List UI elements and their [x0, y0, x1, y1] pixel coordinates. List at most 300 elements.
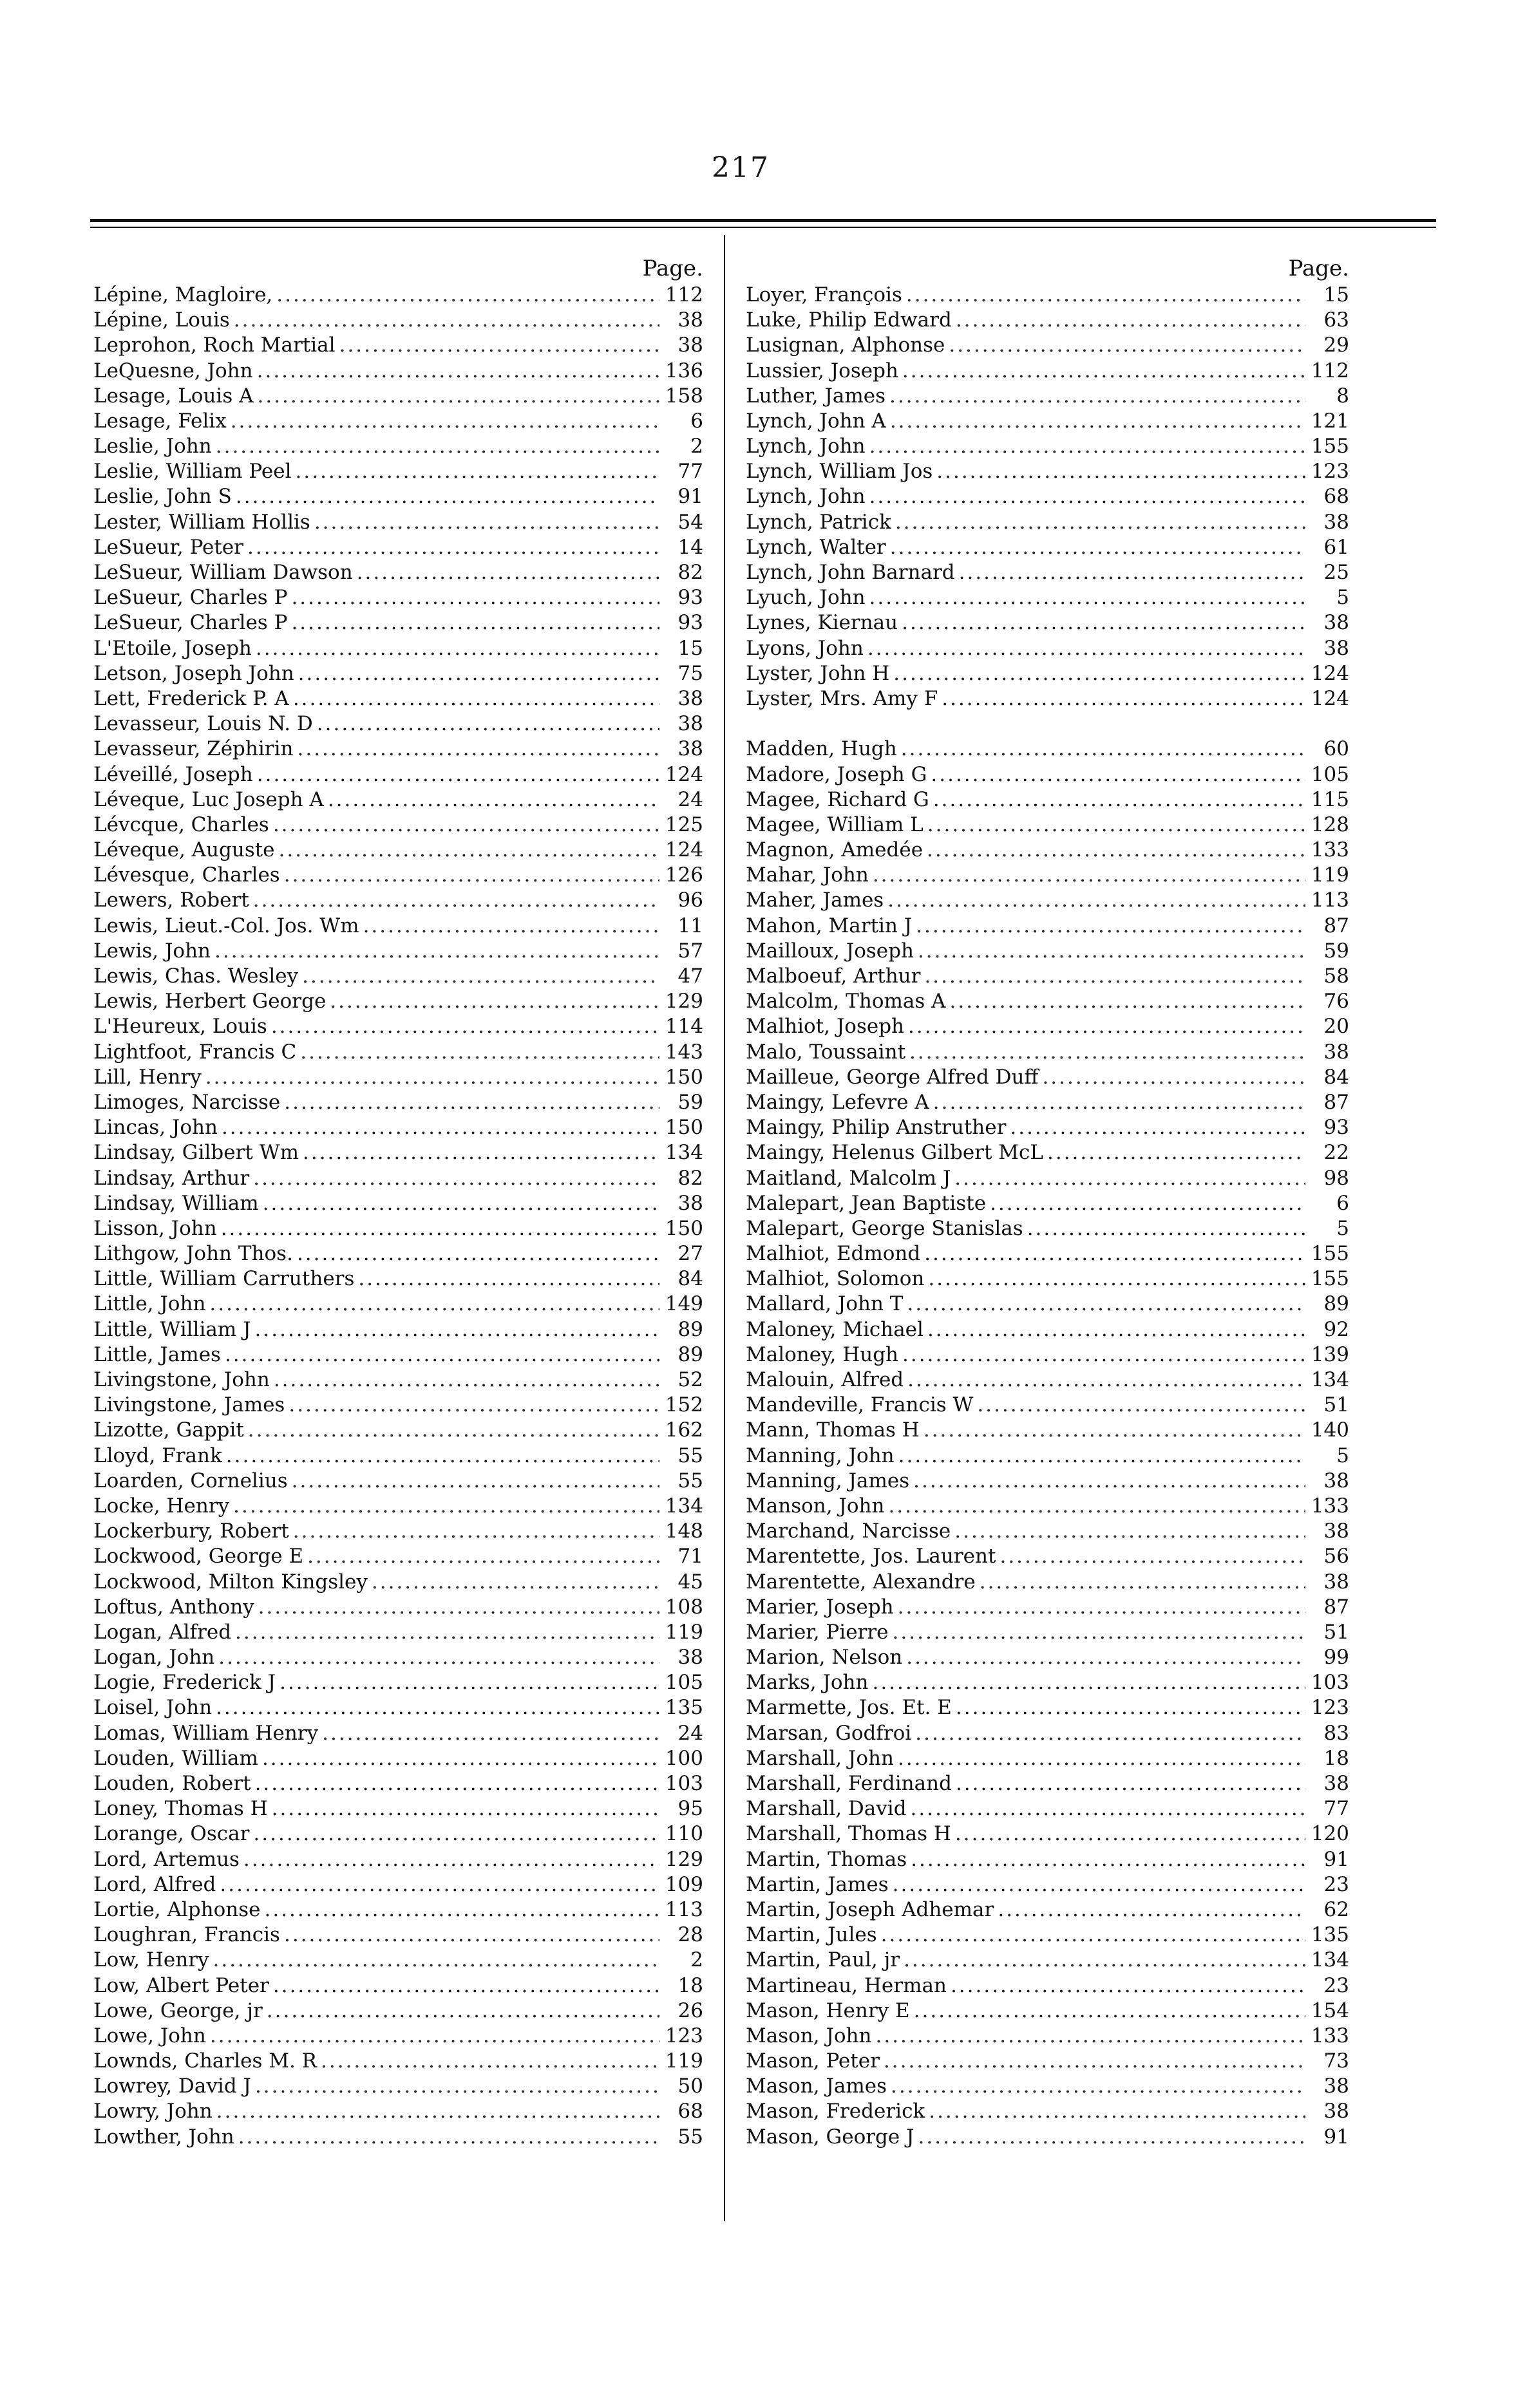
index-entry	[93, 838, 703, 863]
entry-name: Marshall, Thomas H	[746, 1822, 951, 1846]
entry-name: Maingy, Philip Anstruther	[746, 1116, 1007, 1140]
dot-leader	[1010, 1115, 1305, 1140]
entry-name: Malo, Toussaint	[746, 1040, 906, 1064]
entry-page: 38	[677, 308, 703, 332]
index-entry	[93, 964, 703, 989]
dot-leader	[908, 1014, 1305, 1039]
entry-name: Lesage, Louis A	[93, 384, 254, 408]
entry-page: 14	[677, 535, 703, 559]
index-entry	[746, 1544, 1349, 1569]
index-entry	[93, 560, 703, 585]
entry-name: Lill, Henry	[93, 1065, 202, 1089]
dot-leader	[893, 661, 1305, 686]
entry-name: Lévcque, Charles	[93, 813, 269, 836]
dot-leader	[924, 1418, 1305, 1443]
dot-leader	[1047, 1140, 1305, 1165]
index-entry	[93, 459, 703, 484]
entry-name: Lincas, John	[93, 1116, 218, 1140]
entry-page: 24	[677, 787, 703, 811]
dot-leader	[339, 333, 659, 358]
dot-leader	[990, 1191, 1305, 1216]
entry-page: 133	[1311, 1494, 1349, 1518]
entry-name: Martin, James	[746, 1872, 889, 1896]
entry-page: 154	[1311, 1999, 1349, 2022]
entry-name: Lindsay, Arthur	[93, 1166, 250, 1190]
entry-name: Malhiot, Solomon	[746, 1267, 925, 1291]
entry-name: Lindsay, William	[93, 1191, 259, 1215]
dot-leader	[1042, 1065, 1305, 1090]
index-entry	[93, 1014, 703, 1039]
entry-page: 2	[690, 435, 703, 458]
entry-page: 47	[677, 964, 703, 988]
index-entry	[93, 585, 703, 610]
entry-page: 119	[1311, 863, 1349, 887]
entry-page: 92	[1323, 1317, 1349, 1341]
entry-name: Marion, Nelson	[746, 1646, 903, 1670]
entry-name: Lowe, George, jr	[93, 1999, 263, 2022]
entry-page: 55	[677, 1444, 703, 1467]
entry-page: 84	[1323, 1065, 1349, 1089]
entry-name: Malouin, Alfred	[746, 1368, 904, 1392]
entry-page: 5	[1336, 1216, 1349, 1240]
entry-name: Lynch, William Jos	[746, 460, 933, 484]
entry-page: 11	[677, 914, 703, 937]
index-entry	[746, 434, 1349, 459]
index-entry	[746, 1393, 1349, 1418]
index-entry	[93, 1948, 703, 1973]
dot-leader	[214, 939, 659, 964]
right-entry-list-m	[746, 737, 1349, 2150]
entry-name: Leslie, John	[93, 435, 212, 458]
dot-leader	[257, 762, 659, 787]
entry-page: 134	[665, 1141, 703, 1165]
dot-leader	[906, 283, 1305, 308]
dot-leader	[954, 1166, 1305, 1191]
header-rule-thin	[90, 227, 1436, 228]
index-entry	[93, 1393, 703, 1418]
index-entry	[746, 964, 1349, 989]
index-entry	[93, 1897, 703, 1923]
index-entry	[746, 384, 1349, 409]
dot-leader	[924, 1241, 1305, 1266]
entry-page: 103	[665, 1772, 703, 1796]
section-gap	[746, 711, 1349, 737]
entry-page: 38	[1323, 1570, 1349, 1594]
index-entry	[93, 485, 703, 510]
dot-leader	[213, 1948, 660, 1973]
entry-page: 114	[665, 1015, 703, 1039]
index-entry	[746, 1444, 1349, 1469]
entry-name: Loney, Thomas H	[93, 1797, 268, 1821]
entry-page: 123	[665, 2024, 703, 2047]
dot-leader	[895, 510, 1305, 535]
index-entry	[746, 1191, 1349, 1216]
index-entry	[93, 636, 703, 661]
entry-page: 113	[1311, 889, 1349, 912]
index-entry	[93, 1645, 703, 1670]
entry-name: Letson, Joseph John	[93, 661, 294, 685]
entry-page: 6	[690, 409, 703, 433]
entry-name: Lynch, John	[746, 485, 866, 509]
entry-name: Martin, Jules	[746, 1923, 877, 1947]
entry-page: 38	[677, 686, 703, 710]
dot-leader	[247, 535, 659, 560]
index-entry	[93, 510, 703, 535]
entry-name: Little, James	[93, 1342, 221, 1366]
entry-page: 150	[665, 1216, 703, 1240]
index-entry	[746, 1469, 1349, 1494]
index-entry	[746, 1317, 1349, 1342]
index-entry	[93, 283, 703, 308]
dot-leader	[998, 1897, 1305, 1923]
dot-leader	[221, 1216, 659, 1241]
entry-name: Lloyd, Frank	[93, 1444, 222, 1467]
entry-page: 155	[1311, 435, 1349, 458]
dot-leader	[890, 535, 1305, 560]
entry-page: 149	[665, 1292, 703, 1316]
entry-page: 93	[1323, 1116, 1349, 1140]
index-entry	[746, 409, 1349, 434]
index-entry	[93, 1570, 703, 1595]
index-entry	[93, 1342, 703, 1368]
right-column	[746, 254, 1349, 2150]
entry-page: 20	[1323, 1015, 1349, 1039]
dot-leader	[927, 1317, 1305, 1342]
dot-leader	[959, 560, 1305, 585]
entry-name: Louden, William	[93, 1746, 258, 1770]
entry-page: 62	[1323, 1897, 1349, 1921]
index-entry	[746, 2100, 1349, 2125]
entry-page: 155	[1311, 1242, 1349, 1266]
entry-name: Maingy, Lefevre A	[746, 1090, 929, 1114]
dot-leader	[243, 1847, 659, 1872]
entry-page: 140	[1311, 1418, 1349, 1442]
entry-name: Lewis, Herbert George	[93, 990, 327, 1013]
index-entry	[746, 863, 1349, 888]
entry-page: 38	[677, 334, 703, 357]
entry-name: Lowry, John	[93, 2100, 213, 2123]
entry-page: 143	[665, 1040, 703, 1064]
dot-leader	[904, 1948, 1305, 1973]
entry-page: 38	[677, 1646, 703, 1670]
dot-leader	[902, 610, 1305, 635]
index-entry	[746, 1645, 1349, 1670]
dot-leader	[918, 2125, 1305, 2150]
entry-name: Magee, William L	[746, 813, 924, 836]
entry-page: 158	[665, 384, 703, 408]
dot-leader	[898, 1444, 1305, 1469]
dot-leader	[873, 863, 1305, 888]
dot-leader	[363, 914, 659, 939]
entry-name: Mason, James	[746, 2074, 887, 2098]
entry-name: Loisel, John	[93, 1696, 213, 1720]
entry-name: Lorange, Oscar	[93, 1822, 250, 1846]
index-entry	[93, 1266, 703, 1292]
dot-leader	[927, 813, 1305, 838]
entry-page: 55	[677, 2125, 703, 2149]
dot-leader	[256, 636, 659, 661]
entry-name: Magnon, Amedée	[746, 838, 924, 862]
entry-page: 63	[1323, 308, 1349, 332]
index-entry	[93, 1191, 703, 1216]
dot-leader	[233, 1494, 659, 1519]
index-entry	[93, 1115, 703, 1140]
dot-leader	[293, 1519, 659, 1544]
entry-page: 71	[677, 1545, 703, 1568]
dot-leader	[317, 711, 659, 737]
entry-page: 38	[677, 737, 703, 761]
index-entry	[746, 838, 1349, 863]
entry-name: Limoges, Narcisse	[93, 1090, 281, 1114]
entry-page: 135	[1311, 1923, 1349, 1947]
index-entry	[93, 2125, 703, 2150]
index-entry	[93, 1065, 703, 1090]
entry-name: Lockwood, Milton Kingsley	[93, 1570, 368, 1594]
index-entry	[93, 989, 703, 1014]
index-entry	[93, 1746, 703, 1771]
entry-name: Lord, Alfred	[93, 1872, 216, 1896]
entry-page: 58	[1323, 964, 1349, 988]
index-entry	[93, 384, 703, 409]
entry-name: Levasseur, Louis N. D	[93, 712, 313, 736]
index-entry	[93, 333, 703, 358]
dot-leader	[901, 737, 1305, 762]
index-entry	[746, 889, 1349, 914]
entry-page: 5	[1336, 586, 1349, 610]
dot-leader	[872, 1670, 1305, 1695]
dot-leader	[911, 1847, 1305, 1872]
dot-leader	[956, 1695, 1305, 1720]
dot-leader	[909, 1040, 1305, 1065]
entry-page: 134	[665, 1494, 703, 1518]
entry-page: 133	[1311, 2024, 1349, 2047]
index-entry	[746, 1115, 1349, 1140]
index-entry	[93, 1999, 703, 2024]
entry-page: 51	[1323, 1393, 1349, 1417]
entry-page: 108	[665, 1595, 703, 1619]
dot-leader	[253, 888, 659, 913]
entry-name: Lizotte, Gappit	[93, 1418, 244, 1442]
entry-name: Lewis, Chas. Wesley	[93, 964, 299, 988]
entry-page: 76	[1323, 990, 1349, 1013]
index-entry	[93, 661, 703, 686]
index-entry	[93, 889, 703, 914]
header-rule-thick	[90, 219, 1436, 222]
entry-page: 61	[1323, 535, 1349, 559]
index-entry	[746, 1721, 1349, 1746]
entry-name: Mason, John	[746, 2024, 872, 2047]
index-entry	[93, 787, 703, 813]
dot-leader	[216, 434, 659, 459]
dot-leader	[289, 1393, 659, 1418]
dot-leader	[931, 762, 1305, 787]
dot-leader	[372, 1570, 659, 1595]
entry-name: Little, John	[93, 1292, 206, 1316]
entry-page: 60	[1323, 737, 1349, 761]
entry-page: 82	[677, 1166, 703, 1190]
entry-name: Loftus, Anthony	[93, 1595, 254, 1619]
dot-leader	[907, 1292, 1305, 1317]
dot-leader	[911, 1796, 1305, 1821]
index-entry	[746, 359, 1349, 384]
entry-name: Lewers, Robert	[93, 889, 249, 912]
index-entry	[93, 1216, 703, 1241]
entry-page: 5	[1336, 1444, 1349, 1467]
dot-leader	[898, 1746, 1305, 1771]
index-entry	[746, 737, 1349, 762]
entry-page: 112	[665, 283, 703, 306]
entry-page: 129	[665, 990, 703, 1013]
entry-page: 105	[665, 1671, 703, 1695]
entry-name: Lépine, Magloire,	[93, 283, 273, 306]
dot-leader	[255, 1771, 659, 1796]
dot-leader	[255, 1317, 659, 1342]
dot-leader	[918, 939, 1305, 964]
index-entry	[93, 1847, 703, 1872]
dot-leader	[248, 1418, 659, 1443]
entry-page: 56	[1323, 1545, 1349, 1568]
entry-page: 119	[665, 1620, 703, 1644]
entry-name: Lewis, John	[93, 939, 211, 963]
index-entry	[93, 1090, 703, 1115]
entry-page: 27	[677, 1242, 703, 1266]
right-page-heading: Page.	[1288, 256, 1349, 281]
dot-leader	[263, 1191, 659, 1216]
right-entry-list-l	[746, 283, 1349, 711]
entry-name: Mailleue, George Alfred Duff	[746, 1065, 1039, 1089]
entry-name: Mailloux, Joseph	[746, 939, 914, 963]
index-entry	[746, 1065, 1349, 1090]
index-entry	[746, 1342, 1349, 1368]
entry-name: Lisson, John	[93, 1216, 217, 1240]
entry-page: 119	[665, 2049, 703, 2073]
entry-name: Marentette, Alexandre	[746, 1570, 976, 1594]
entry-page: 8	[1336, 384, 1349, 408]
index-entry	[93, 762, 703, 787]
index-entry	[746, 610, 1349, 635]
entry-name: Lowrey, David J	[93, 2074, 251, 2098]
entry-name: Lett, Frederick P. A	[93, 686, 289, 710]
dot-leader	[253, 1166, 659, 1191]
dot-leader	[929, 2099, 1305, 2124]
entry-page: 38	[677, 712, 703, 736]
entry-page: 139	[1311, 1342, 1349, 1366]
dot-leader	[893, 1620, 1305, 1645]
dot-leader	[884, 2049, 1305, 2074]
index-entry	[93, 1469, 703, 1494]
dot-leader	[933, 1090, 1305, 1115]
entry-name: Levasseur, Zéphirin	[93, 737, 294, 761]
index-entry	[746, 1821, 1349, 1847]
dot-leader	[253, 1821, 659, 1847]
entry-name: LeQuesne, John	[93, 359, 253, 382]
entry-page: 77	[677, 460, 703, 484]
entry-page: 38	[1323, 1040, 1349, 1064]
index-entry	[746, 1595, 1349, 1620]
dot-leader	[977, 1393, 1305, 1418]
entry-page: 134	[1311, 1368, 1349, 1392]
dot-leader	[298, 661, 659, 686]
entry-name: Marshall, John	[746, 1746, 894, 1770]
entry-page: 26	[677, 1999, 703, 2022]
entry-name: Lyons, John	[746, 636, 864, 660]
dot-leader	[292, 1469, 659, 1494]
index-entry	[93, 1923, 703, 1948]
entry-name: Little, William J	[93, 1317, 251, 1341]
index-entry	[93, 686, 703, 711]
index-entry	[93, 1368, 703, 1393]
entry-name: Low, Henry	[93, 1948, 209, 1972]
entry-page: 28	[677, 1923, 703, 1947]
entry-page: 51	[1323, 1620, 1349, 1644]
dot-leader	[291, 585, 659, 610]
entry-name: Malhiot, Edmond	[746, 1242, 921, 1266]
entry-page: 109	[665, 1872, 703, 1896]
entry-name: Lortie, Alphonse	[93, 1897, 261, 1921]
entry-name: Lynch, Patrick	[746, 510, 891, 534]
entry-page: 6	[1336, 1191, 1349, 1215]
dot-leader	[915, 1721, 1305, 1746]
entry-page: 112	[1311, 359, 1349, 382]
dot-leader	[949, 333, 1305, 358]
entry-name: Marshall, David	[746, 1797, 907, 1821]
entry-page: 38	[1323, 2100, 1349, 2123]
entry-page: 93	[677, 586, 703, 610]
dot-leader	[980, 1570, 1305, 1595]
index-entry	[746, 1418, 1349, 1443]
entry-name: Mallard, John T	[746, 1292, 904, 1316]
entry-page: 155	[1311, 1267, 1349, 1291]
index-entry	[746, 1040, 1349, 1065]
index-entry	[746, 333, 1349, 358]
entry-page: 96	[677, 889, 703, 912]
entry-name: Lyster, John H	[746, 661, 890, 685]
dot-leader	[222, 1115, 659, 1140]
dot-leader	[231, 409, 659, 434]
dot-leader	[273, 813, 659, 838]
entry-page: 110	[665, 1822, 703, 1846]
entry-name: Lightfoot, Francis C	[93, 1040, 297, 1064]
entry-name: Lusignan, Alphonse	[746, 334, 945, 357]
entry-name: Lyster, Mrs. Amy F	[746, 686, 938, 710]
dot-leader	[902, 359, 1305, 384]
entry-page: 125	[665, 813, 703, 836]
entry-page: 15	[1323, 283, 1349, 306]
dot-leader	[274, 1368, 659, 1393]
dot-leader	[258, 1595, 659, 1620]
dot-leader	[216, 1695, 659, 1720]
index-entry	[746, 636, 1349, 661]
index-entry	[93, 1292, 703, 1317]
entry-page: 124	[665, 838, 703, 862]
entry-name: L'Heureux, Louis	[93, 1015, 267, 1039]
index-entry	[746, 762, 1349, 787]
index-entry	[93, 863, 703, 888]
entry-name: Lomas, William Henry	[93, 1721, 319, 1745]
index-entry	[746, 485, 1349, 510]
dot-leader	[314, 510, 659, 535]
index-entry	[93, 914, 703, 939]
entry-page: 135	[665, 1696, 703, 1720]
entry-name: Livingstone, James	[93, 1393, 285, 1417]
index-entry	[746, 1090, 1349, 1115]
entry-name: Loughran, Francis	[93, 1923, 280, 1947]
index-entry	[93, 1241, 703, 1266]
index-entry	[746, 914, 1349, 939]
entry-name: Leslie, William Peel	[93, 460, 292, 484]
index-entry	[93, 813, 703, 838]
index-entry	[93, 1973, 703, 1999]
